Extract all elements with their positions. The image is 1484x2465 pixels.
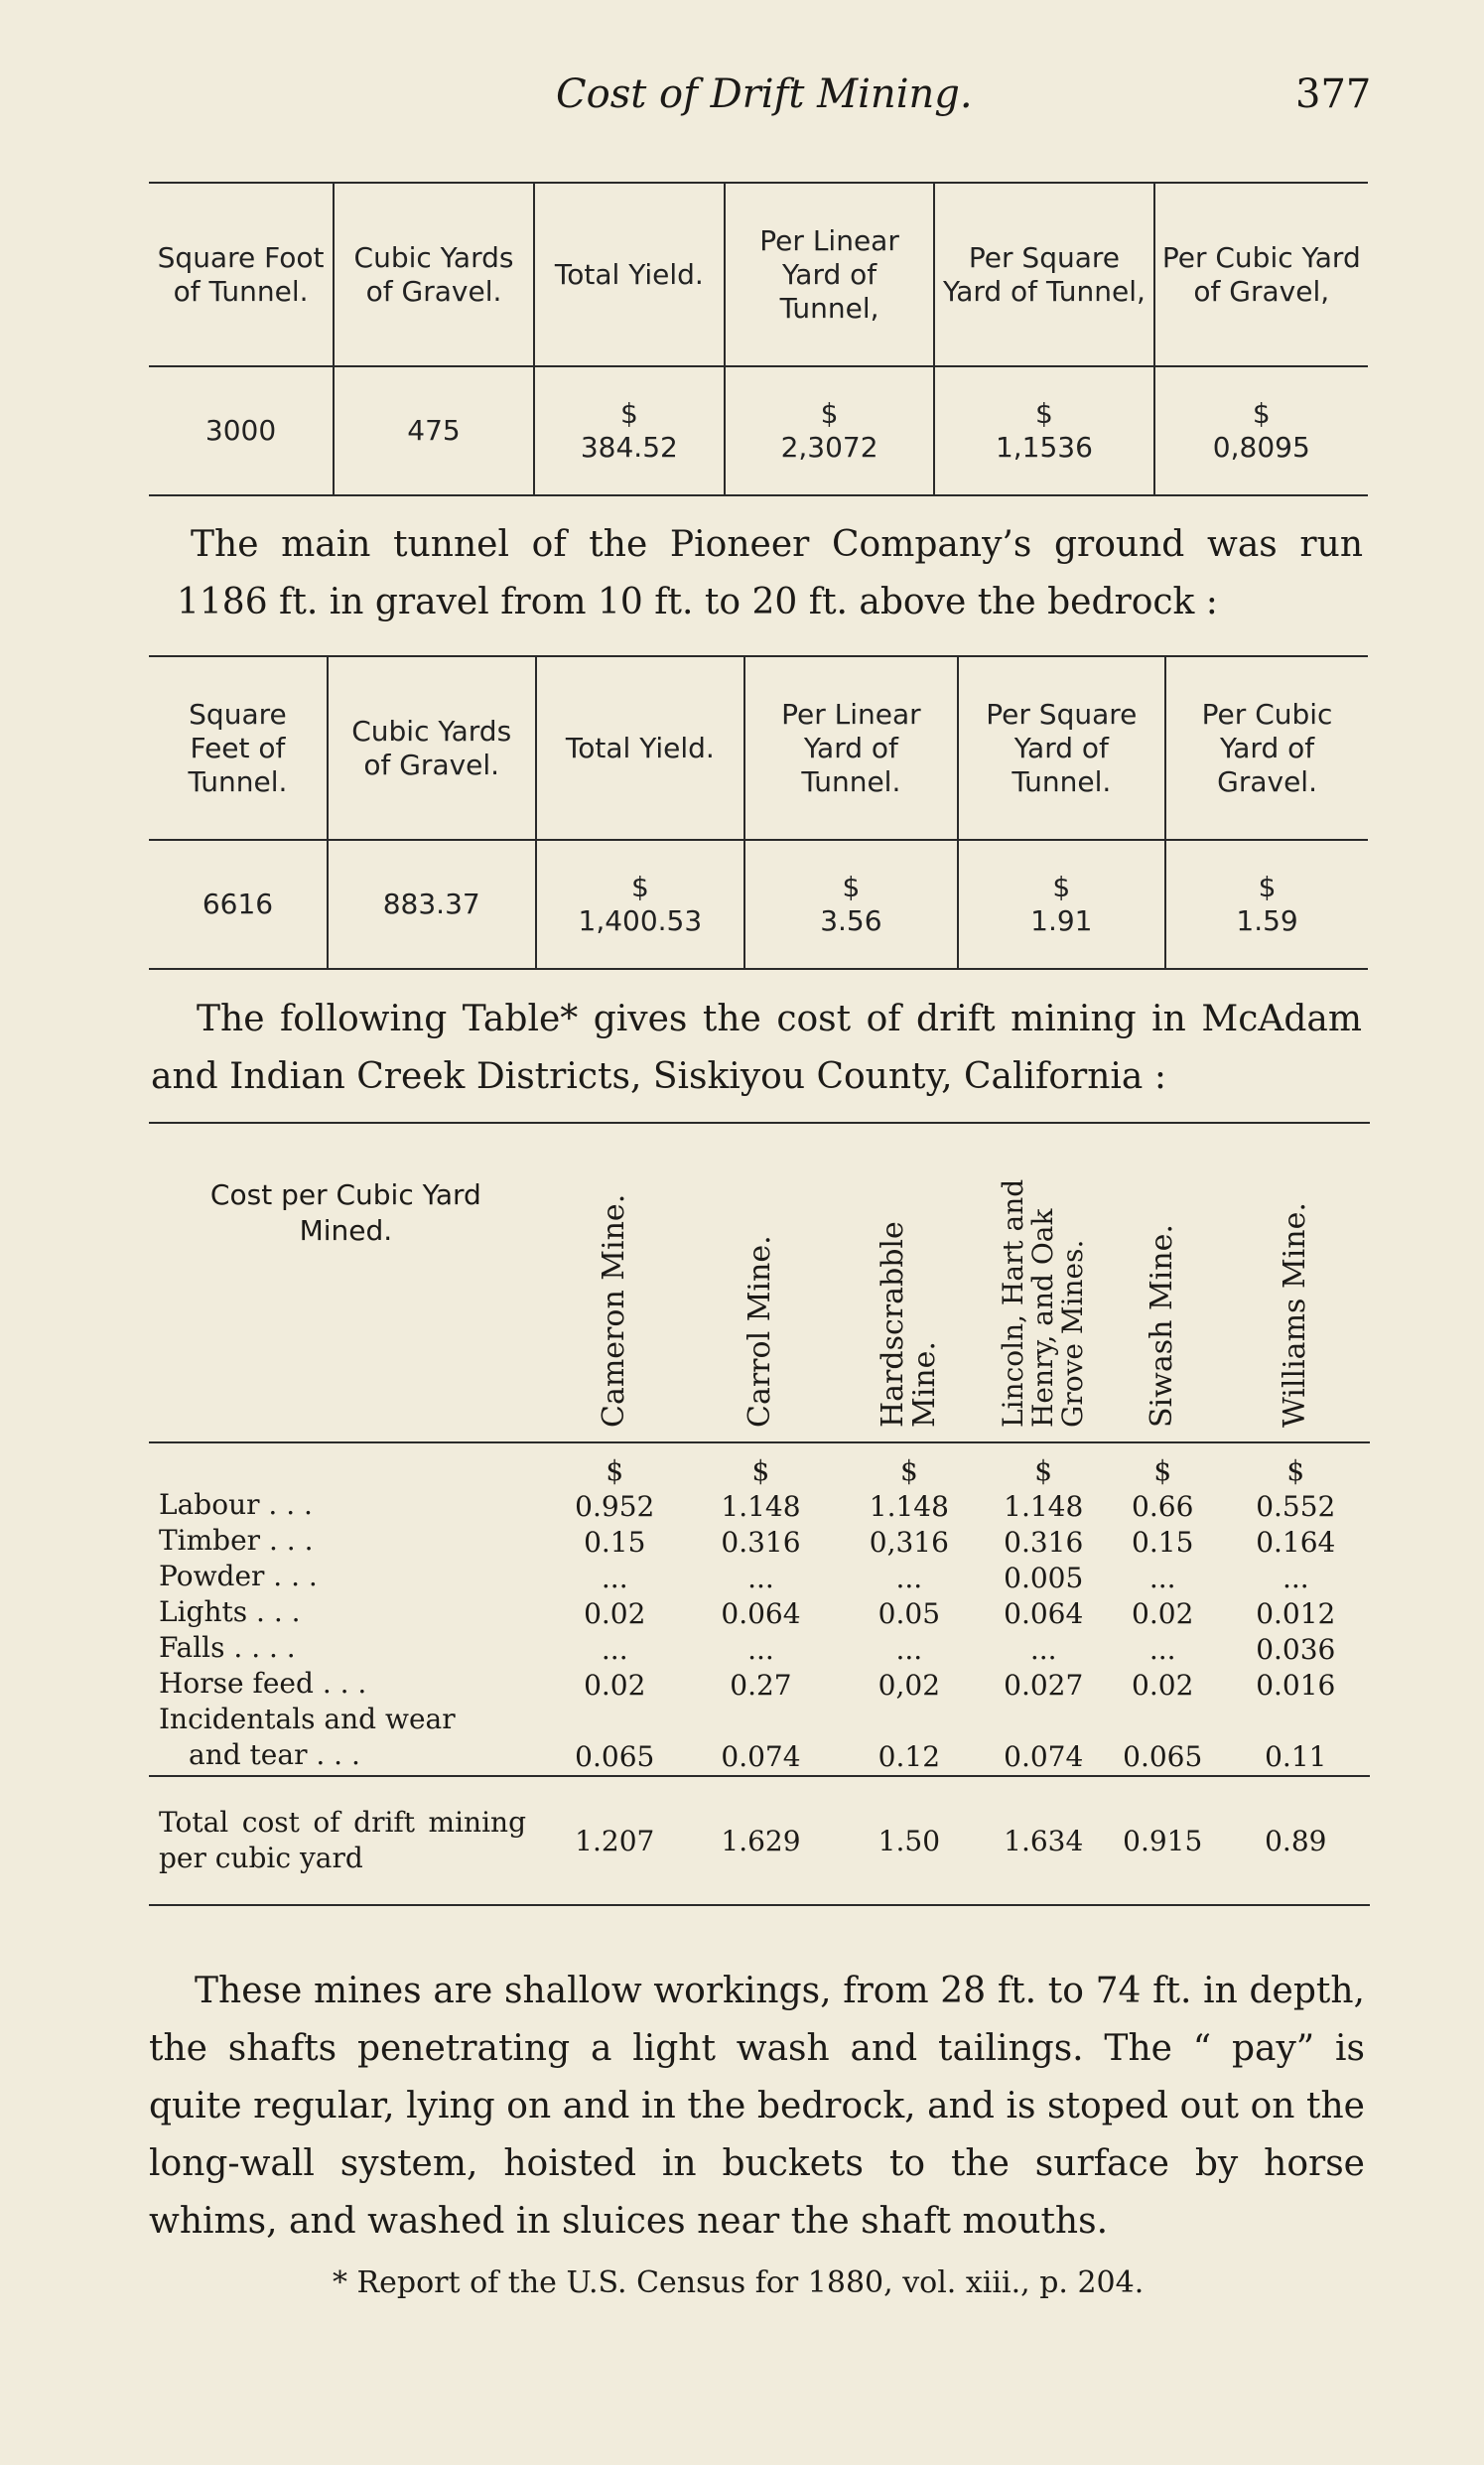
cell-value: ... xyxy=(601,1562,628,1594)
cell-value: $ xyxy=(1286,1454,1305,1487)
cell-value: 1.148 xyxy=(721,1490,801,1523)
mine-column xyxy=(1104,1442,1222,1776)
currency-mark: $ xyxy=(820,397,839,430)
row-label: and tear . . . xyxy=(189,1738,360,1771)
cell-value: ... xyxy=(895,1633,923,1666)
table-cell xyxy=(958,840,1166,969)
mine-header xyxy=(1222,1123,1370,1442)
cell-value: 384.52 xyxy=(580,431,678,464)
table-header-cell: Per Linear Yard of Tunnel. xyxy=(744,656,957,840)
table-cell xyxy=(934,366,1153,495)
mine-name: Hardscrabble Mine. xyxy=(875,1221,942,1428)
mine-column xyxy=(687,1442,835,1776)
cell-value: $ xyxy=(606,1454,624,1487)
cell-value: 0.074 xyxy=(1004,1740,1084,1773)
cell-value: 0.065 xyxy=(1123,1740,1203,1773)
cell-value: 1,400.53 xyxy=(578,904,703,937)
footnote: * Report of the U.S. Census for 1880, vol. xiii., p. 204. xyxy=(333,2265,1145,2300)
running-title: Cost of Drift Mining. xyxy=(556,71,973,117)
cell-value: 0.164 xyxy=(1256,1526,1336,1559)
cell-value: 6616 xyxy=(202,888,274,920)
currency-mark: $ xyxy=(630,871,649,903)
table-header-cell: Cubic Yards of Gravel. xyxy=(334,183,534,366)
table-cell xyxy=(536,840,745,969)
cell-value: 0.005 xyxy=(1004,1562,1084,1594)
cell-value xyxy=(1108,1704,1218,1739)
cell-value: 3.56 xyxy=(820,904,882,937)
row-label: Incidentals and wear xyxy=(159,1703,456,1735)
cell-value xyxy=(1226,1704,1366,1739)
cell-value: 0.064 xyxy=(721,1597,801,1630)
table-header-cell: Per Cubic Yard of Gravel, xyxy=(1154,183,1368,366)
cell-value: 0.065 xyxy=(575,1740,655,1773)
cell-value: 1.148 xyxy=(869,1490,949,1523)
cell-value: 0.316 xyxy=(721,1526,801,1559)
cell-value: ... xyxy=(895,1562,923,1594)
table-header-cell: Total Yield. xyxy=(536,656,745,840)
row-label: Labour . . . xyxy=(159,1488,313,1521)
total-cell: 1.50 xyxy=(877,1824,941,1857)
table-cell xyxy=(1154,366,1368,495)
cell-value: 0.02 xyxy=(584,1597,646,1630)
paragraph-table-intro: The following Table* gives the cost of drift mining in McAdam and Indian Creek Districts, Siskiyou County, California : xyxy=(151,999,1362,1097)
cell-value: 0,02 xyxy=(877,1669,941,1702)
cell-value: 0.552 xyxy=(1256,1490,1336,1523)
currency-mark: $ xyxy=(1035,397,1053,430)
cell-value: ... xyxy=(1148,1633,1176,1666)
total-cell: 0.89 xyxy=(1265,1824,1327,1857)
total-label-cell xyxy=(149,1776,543,1905)
cell-value: ... xyxy=(1282,1562,1309,1594)
mine-name: Siwash Mine. xyxy=(1145,1224,1180,1428)
total-cell: 0.915 xyxy=(1123,1824,1203,1857)
cell-value: 1,1536 xyxy=(995,431,1093,464)
cell-value: 0.027 xyxy=(1004,1669,1084,1702)
mine-column xyxy=(984,1442,1104,1776)
cell-value: 0.316 xyxy=(1004,1526,1084,1559)
mine-column xyxy=(1222,1442,1370,1776)
page-number: 377 xyxy=(1295,71,1372,117)
table-cell xyxy=(149,840,328,969)
cell-value: 3000 xyxy=(204,414,277,447)
cell-value: 0.12 xyxy=(877,1740,941,1773)
currency-mark: $ xyxy=(1252,397,1271,430)
row-label: Lights . . . xyxy=(159,1595,301,1628)
table-header-cell: Total Yield. xyxy=(534,183,725,366)
table-header-row xyxy=(149,656,1368,840)
cell-value: 1.148 xyxy=(1004,1490,1084,1523)
cell-value xyxy=(547,1704,683,1739)
table-cell xyxy=(744,840,957,969)
mine-column xyxy=(835,1442,983,1776)
running-head xyxy=(0,71,1484,131)
table-header-row xyxy=(149,1123,1370,1442)
paragraph-pioneer: The main tunnel of the Pioneer Company’s ground was run 1186 ft. in gravel from 10 ft. to 20 ft. above the bedrock : xyxy=(177,524,1363,622)
mine-header xyxy=(1104,1123,1222,1442)
cell-value: ... xyxy=(747,1562,774,1594)
cell-value: 0.66 xyxy=(1132,1490,1194,1523)
currency-mark: $ xyxy=(1052,871,1071,903)
table-header-row xyxy=(149,183,1368,366)
mine-name: Cameron Mine. xyxy=(597,1193,632,1428)
table-row xyxy=(149,840,1368,969)
cell-value: 0.074 xyxy=(721,1740,801,1773)
total-label: Total cost of drift mining per cubic yard xyxy=(159,1806,526,1874)
cell-value: 0.02 xyxy=(584,1669,646,1702)
cell-value: 0.11 xyxy=(1265,1740,1327,1773)
table-row xyxy=(149,366,1368,495)
table-mine-costs xyxy=(149,1122,1370,1906)
mine-header xyxy=(984,1123,1104,1442)
table-header-cell: Square Feet of Tunnel. xyxy=(188,697,288,798)
table-total-row xyxy=(149,1776,1370,1905)
table-tunnel-cost-1 xyxy=(149,182,1368,496)
table-cell xyxy=(725,366,935,495)
row-label: Powder . . . xyxy=(159,1560,318,1592)
cell-value: $ xyxy=(899,1454,918,1487)
table-cell xyxy=(149,366,334,495)
cell-value: 0.036 xyxy=(1256,1633,1336,1666)
cell-value: 1.91 xyxy=(1030,904,1093,937)
cell-value: 0.016 xyxy=(1256,1669,1336,1702)
cell-value: ... xyxy=(747,1633,774,1666)
cell-value: 0.27 xyxy=(730,1669,792,1702)
mine-name: Lincoln, Hart and Henry, and Oak Grove Mines. xyxy=(997,1178,1090,1428)
table-cell xyxy=(334,366,534,495)
cell-value xyxy=(691,1704,831,1739)
cell-value xyxy=(988,1704,1100,1739)
cell-value: $ xyxy=(1153,1454,1172,1487)
cell-value: 0.064 xyxy=(1004,1597,1084,1630)
cell-value: 2,3072 xyxy=(780,431,878,464)
corner-header-text: Cost per Cubic Yard Mined. xyxy=(209,1178,481,1247)
total-cell: 1.207 xyxy=(575,1824,655,1857)
table-row xyxy=(149,1442,1370,1776)
cell-value: 0.15 xyxy=(584,1526,646,1559)
table-tunnel-cost-2 xyxy=(149,655,1368,970)
cell-value: $ xyxy=(1034,1454,1053,1487)
cell-value: $ xyxy=(751,1454,770,1487)
paragraph-mines: These mines are shallow workings, from 28 ft. to 74 ft. in depth, the shafts penetrating a light wash and tailings. The “ pay” is quite regular, lying on and in the bedrock, and is stoped out on the long-wall system, hoisted in buckets to the surface by horse whims, and washed in sluices near the shaft mouths. xyxy=(149,1971,1365,2242)
cell-value: 0.02 xyxy=(1132,1669,1194,1702)
mine-header xyxy=(835,1123,983,1442)
cell-value: 0,8095 xyxy=(1212,431,1310,464)
currency-mark: $ xyxy=(619,397,638,430)
mine-header xyxy=(543,1123,687,1442)
table-header-cell: Per Square Yard of Tunnel. xyxy=(958,656,1166,840)
cell-value xyxy=(839,1704,979,1739)
cell-value: 0.952 xyxy=(575,1490,655,1523)
cell-value: 883.37 xyxy=(382,888,480,920)
cell-value: 0.012 xyxy=(1256,1597,1336,1630)
row-label: Timber . . . xyxy=(159,1524,314,1557)
table-header-cell: Per Square Yard of Tunnel, xyxy=(934,183,1153,366)
cell-value: ... xyxy=(1029,1633,1057,1666)
mine-name: Williams Mine. xyxy=(1278,1202,1313,1428)
table-header-cell: Square Foot of Tunnel. xyxy=(157,240,325,308)
cell-value: ... xyxy=(1148,1562,1176,1594)
cell-value: 0.02 xyxy=(1132,1597,1194,1630)
cell-value: 0,316 xyxy=(869,1526,949,1559)
currency-mark: $ xyxy=(1258,871,1277,903)
table-header-cell: Per Linear Yard of Tunnel, xyxy=(725,183,935,366)
mine-column xyxy=(543,1442,687,1776)
table-cell xyxy=(328,840,536,969)
currency-mark: $ xyxy=(842,871,861,903)
table-corner-header xyxy=(149,1123,543,1442)
total-cell: 1.634 xyxy=(1004,1824,1084,1857)
cell-value: 0.15 xyxy=(1132,1526,1194,1559)
table-cell xyxy=(1165,840,1368,969)
cell-value: 475 xyxy=(407,414,461,447)
table-cell xyxy=(534,366,725,495)
row-label: Horse feed . . . xyxy=(159,1667,367,1700)
cell-value: ... xyxy=(601,1633,628,1666)
mine-name: Carrol Mine. xyxy=(742,1235,778,1428)
mine-header xyxy=(687,1123,835,1442)
cell-value: 0.05 xyxy=(877,1597,941,1630)
table-header-cell: Per Cubic Yard of Gravel. xyxy=(1165,656,1368,840)
cell-value: 1.59 xyxy=(1236,904,1298,937)
table-header-cell: Cubic Yards of Gravel. xyxy=(328,656,536,840)
row-label: Falls . . . . xyxy=(159,1631,296,1664)
total-cell: 1.629 xyxy=(721,1824,801,1857)
row-labels xyxy=(149,1442,543,1776)
